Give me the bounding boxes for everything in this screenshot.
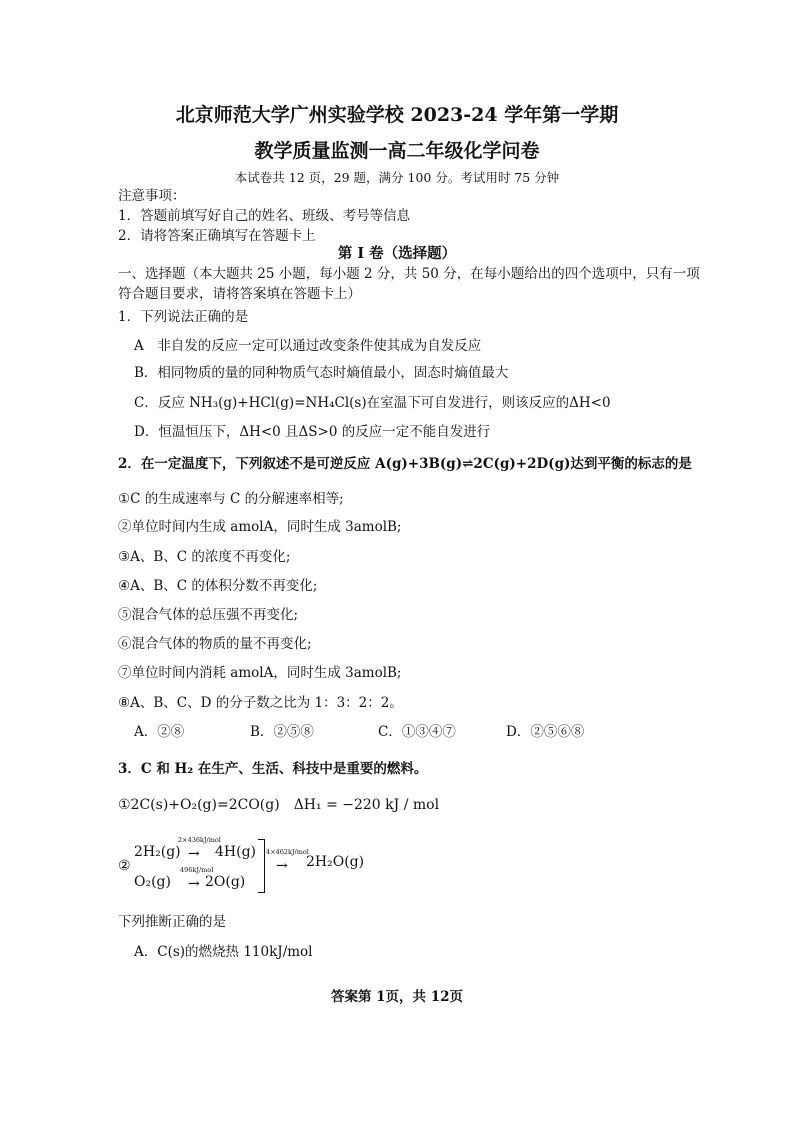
question-3-equation-1: ①2C(s)+O₂(g)=2CO(g) ΔH₁ = −220 kJ / mol xyxy=(118,797,440,813)
section-title: 第 I 卷（选择题） xyxy=(337,245,457,262)
question-2-item-5: ⑤混合气体的总压强不再变化; xyxy=(118,607,299,623)
question-2-item-6: ⑥混合气体的物质的量不再变化; xyxy=(118,636,312,652)
question-3-option-a: A．C(s)的燃烧热 110kJ/mol xyxy=(134,944,313,960)
question-1-stem: 1．下列说法正确的是 xyxy=(118,309,249,325)
equation-2-h-atoms: 4H(g) xyxy=(215,844,257,860)
arrow-right-icon: → xyxy=(188,846,200,862)
question-2-item-8: ⑧A、B、C、D 的分子数之比为 1：3：2：2。 xyxy=(118,695,403,711)
question-1-option-c: C．反应 NH₃(g)+HCl(g)=NH₄Cl(s)在室温下可自发进行，则该反应的ΔH<0 xyxy=(134,395,611,411)
question-2-item-4: ④A、B、C 的体积分数不再变化; xyxy=(118,578,318,594)
section-intro-line1: 一、选择题（本大题共 25 小题，每小题 2 分，共 50 分，在每小题给出的四个选项中，只有一项 xyxy=(118,266,700,282)
question-1-option-a: A 非自发的反应一定可以通过改变条件使其成为自发反应 xyxy=(134,338,482,354)
equation-2-o2-energy-label: 496kJ/mol xyxy=(180,866,214,874)
equation-2-bracket xyxy=(258,839,265,893)
question-2-option-d: D．②⑤⑥⑧ xyxy=(506,724,585,740)
equation-2-h2-energy-label: 2×436kJ/mol xyxy=(178,836,221,844)
question-1-option-d: D．恒温恒压下，ΔH<0 且ΔS>0 的反应一定不能自发进行 xyxy=(134,424,491,440)
equation-2-h2-reactant: 2H₂(g) xyxy=(134,844,181,860)
question-2-stem: 2．在一定温度下，下列叙述不是可逆反应 A(g)+3B(g)⇌2C(g)+2D(g)达到平衡的标志的是 xyxy=(118,456,692,472)
question-2-item-2: ②单位时间内生成 amolA，同时生成 3amolB; xyxy=(118,519,402,535)
arrow-right-icon: → xyxy=(188,876,200,892)
equation-2-o-atoms: 2O(g) xyxy=(205,874,246,890)
question-2-option-c: C．①③④⑦ xyxy=(378,724,456,740)
notes-label: 注意事项： xyxy=(118,188,186,204)
question-2-item-3: ③A、B、C 的浓度不再变化; xyxy=(118,549,291,565)
notes-item-2: 2．请将答案正确填写在答题卡上 xyxy=(118,228,316,244)
question-3-follow: 下列推断正确的是 xyxy=(118,914,226,930)
question-2-item-7: ⑦单位时间内消耗 amolA，同时生成 3amolB; xyxy=(118,665,402,681)
exam-title-line2: 教学质量监测一高二年级化学问卷 xyxy=(254,140,540,162)
equation-2-o2-reactant: O₂(g) xyxy=(134,874,171,890)
equation-2-product: 2H₂O(g) xyxy=(306,854,365,870)
arrow-right-icon: → xyxy=(276,858,288,874)
question-1-option-b: B．相同物质的量的同种物质气态时熵值最小，固态时熵值最大 xyxy=(134,365,509,381)
exam-title-line1: 北京师范大学广州实验学校 2023-24 学年第一学期 xyxy=(175,104,619,126)
page-footer: 答案第 1页，共 12页 xyxy=(330,989,464,1005)
question-2-option-b: B．②⑤⑧ xyxy=(250,724,314,740)
section-intro-line2: 符合题目要求，请将答案填在答题卡上） xyxy=(118,286,361,302)
question-3-stem: 3．C 和 H₂ 在生产、生活、科技中是重要的燃料。 xyxy=(118,761,428,777)
question-2-item-1: ①C 的生成速率与 C 的分解速率相等; xyxy=(118,491,344,507)
question-2-option-a: A．②⑧ xyxy=(134,724,185,740)
exam-subtitle: 本试卷共 12 页，29 题，满分 100 分。考试用时 75 分钟 xyxy=(234,170,560,185)
equation-2-combine-energy-label: 4×462kJ/mol xyxy=(266,848,309,856)
equation-2-number: ② xyxy=(118,858,131,874)
notes-item-1: 1．答题前填写好自己的姓名、班级、考号等信息 xyxy=(118,208,411,224)
